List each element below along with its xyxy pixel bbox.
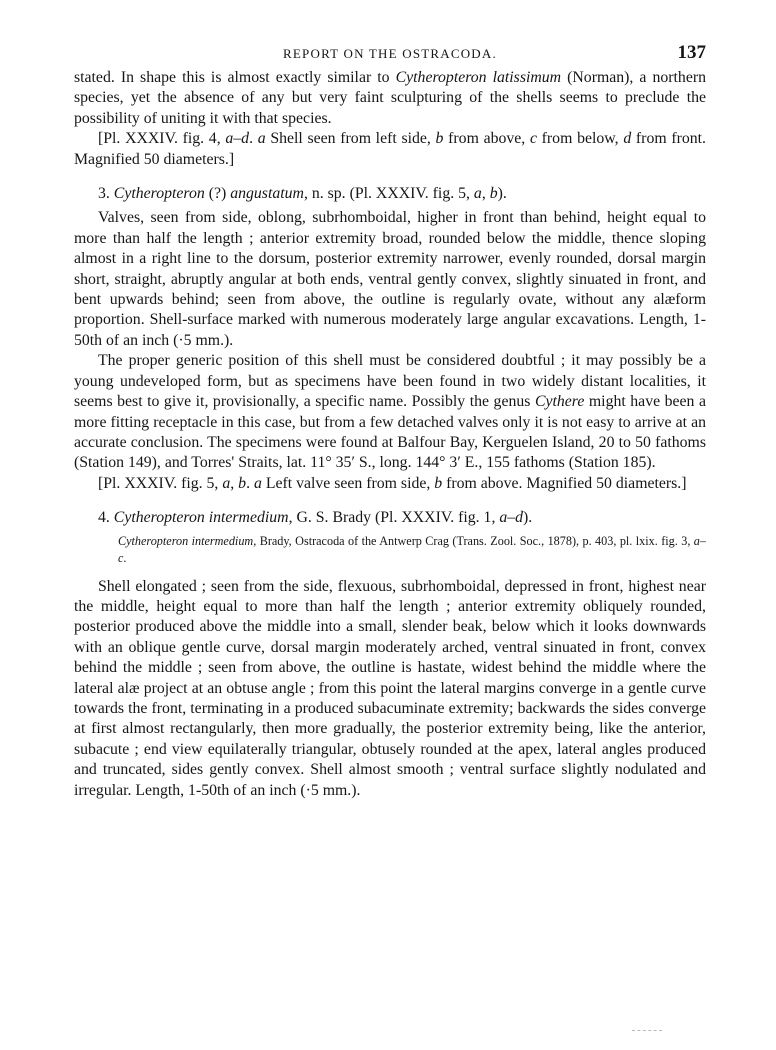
species-description: Valves, seen from side, oblong, subrhomboidal, higher in front than behind, height equal to more than half the length ; anterior extremity broad, rounded below the middle, thence sloping almost in a right line to the dorsum, posterior extremity narrower, evenly rounded, dorsal margin short, straight, abruptly angular at both ends, ventral gently convex, slightly sinuated in front, and bent upwards behind; seen from above, the outline is regularly ovate, without any alæform proportion. Shell-surface marked with numerous moderately large angular excavations. Length, 1-50th of an inch (·5 mm.).	[74, 209, 706, 349]
species-heading-4	[98, 508, 706, 528]
text-run: ).	[497, 185, 507, 203]
species-heading-3	[98, 184, 706, 204]
heading-number: 3.	[98, 185, 114, 203]
figure-letters: a–d	[499, 509, 524, 527]
plate-reference	[74, 129, 706, 170]
document-page	[74, 42, 706, 801]
figure-letter: a	[473, 185, 482, 203]
text-run: [Pl. XXXIV. fig. 4,	[98, 130, 226, 148]
text-run: Shell seen from left side,	[265, 130, 436, 148]
text-run: from below,	[536, 130, 624, 148]
figure-letter: a	[257, 130, 266, 148]
genus-name: Cytheropteron	[113, 185, 205, 203]
species-name: Cytheropteron intermedium	[118, 533, 254, 548]
text-run: , n. sp. (Pl. XXXIV. fig. 5,	[303, 185, 474, 203]
running-title: REPORT ON THE OSTRACODA.	[283, 46, 497, 61]
figure-letter: d	[623, 130, 632, 148]
text-run: , Brady, Ostracoda of the Antwerp Crag (Trans. Zool. Soc., 1878), p. 403, pl. lxix. fig. 3,	[253, 533, 694, 548]
running-head	[74, 42, 706, 68]
text-run: ,	[481, 185, 490, 203]
figure-letters: a–d	[225, 130, 250, 148]
text-run: .	[123, 550, 127, 565]
text-run: ,	[230, 474, 239, 492]
spacer	[74, 494, 706, 508]
species-name: Cytheropteron intermedium	[113, 509, 289, 527]
spacer	[74, 170, 706, 184]
text-run: might have been a more fitting receptacle in this case, but from a few detached valves only it is not easy to arrive at an accurate conclusion. The specimens were found at Balfour Bay, Kerguelen Island, 20 to 50 fathoms (Station 149), and Torres' Straits, lat. 11° 35′ S., long. 144° 3′ E., 155 fathoms (Station 185).	[74, 393, 707, 472]
figure-letter: b	[434, 474, 443, 492]
paragraph-discussion	[74, 351, 706, 473]
figure-letter: b	[238, 474, 247, 492]
text-run: Left valve seen from side,	[261, 474, 435, 492]
heading-number: 4.	[98, 509, 114, 527]
text-run: ).	[523, 509, 533, 527]
page-number: 137	[677, 42, 706, 63]
figure-letters: a–c	[118, 533, 706, 565]
species-name: Cytheropteron latissimum	[395, 69, 562, 86]
page-mark	[632, 1030, 662, 1033]
genus-name: Cythere	[534, 393, 585, 411]
text-run: The proper generic position of this shell must be considered doubtful ; it may possibly be a young undeveloped form, but as specimens have been found in two widely distant localities, it seems best to give it, provisionally, a specific name. Possibly the genus	[74, 352, 706, 411]
figure-letter: a	[253, 474, 262, 492]
text-run: [Pl. XXXIV. fig. 5,	[98, 474, 223, 492]
text-run: (?)	[204, 185, 231, 203]
paragraph-continued	[74, 68, 706, 129]
text-run: stated. In shape this is almost exactly similar to	[74, 69, 396, 86]
text-run: from front. Magnified 50 diameters.]	[74, 130, 706, 168]
text-run: , G. S. Brady (Pl. XXXIV. fig. 1,	[288, 509, 500, 527]
text-run: .	[246, 474, 254, 492]
species-description: Shell elongated ; seen from the side, flexuous, subrhomboidal, depressed in front, highest near the middle, height equal to more than half the length ; anterior extremity obliquely rounded, posterior produced above the middle into a small, slender beak, below which it looks downwards with an oblique gentle curve, dorsal margin moderately arched, ventral sinuated in front, convex behind the middle ; seen from above, the outline is hastate, widest behind the middle where the lateral alæ project at an obtuse angle ; from this point the lateral margins converge in a gentle curve towards the front, terminating in a produced subacuminate extremity; backwards the sides converge at first almost rectangularly, then more gradually, the posterior extremity being, like the anterior, subacute ; end view equilaterally triangular, obtusely rounded at the apex, lateral angles produced and truncated, sides gently convex. Shell almost smooth ; ventral surface slightly nodulated and irregular. Length, 1-50th of an inch (·5 mm.).	[74, 577, 706, 799]
species-name: angustatum	[230, 185, 304, 203]
figure-letter: b	[489, 185, 498, 203]
figure-letter: c	[529, 130, 537, 148]
figure-letter: b	[435, 130, 444, 148]
figure-letter: a	[222, 474, 231, 492]
literature-citation	[118, 533, 706, 567]
text-run: .	[249, 130, 258, 148]
text-run: (Norman), a northern species, yet the absence of any but very faint sculpturing of the shells seems to preclude the possibility of uniting it with that species.	[74, 69, 706, 127]
plate-reference	[74, 474, 706, 494]
text-run: from above. Magnified 50 diameters.]	[442, 474, 687, 492]
text-run: from above,	[443, 130, 530, 148]
